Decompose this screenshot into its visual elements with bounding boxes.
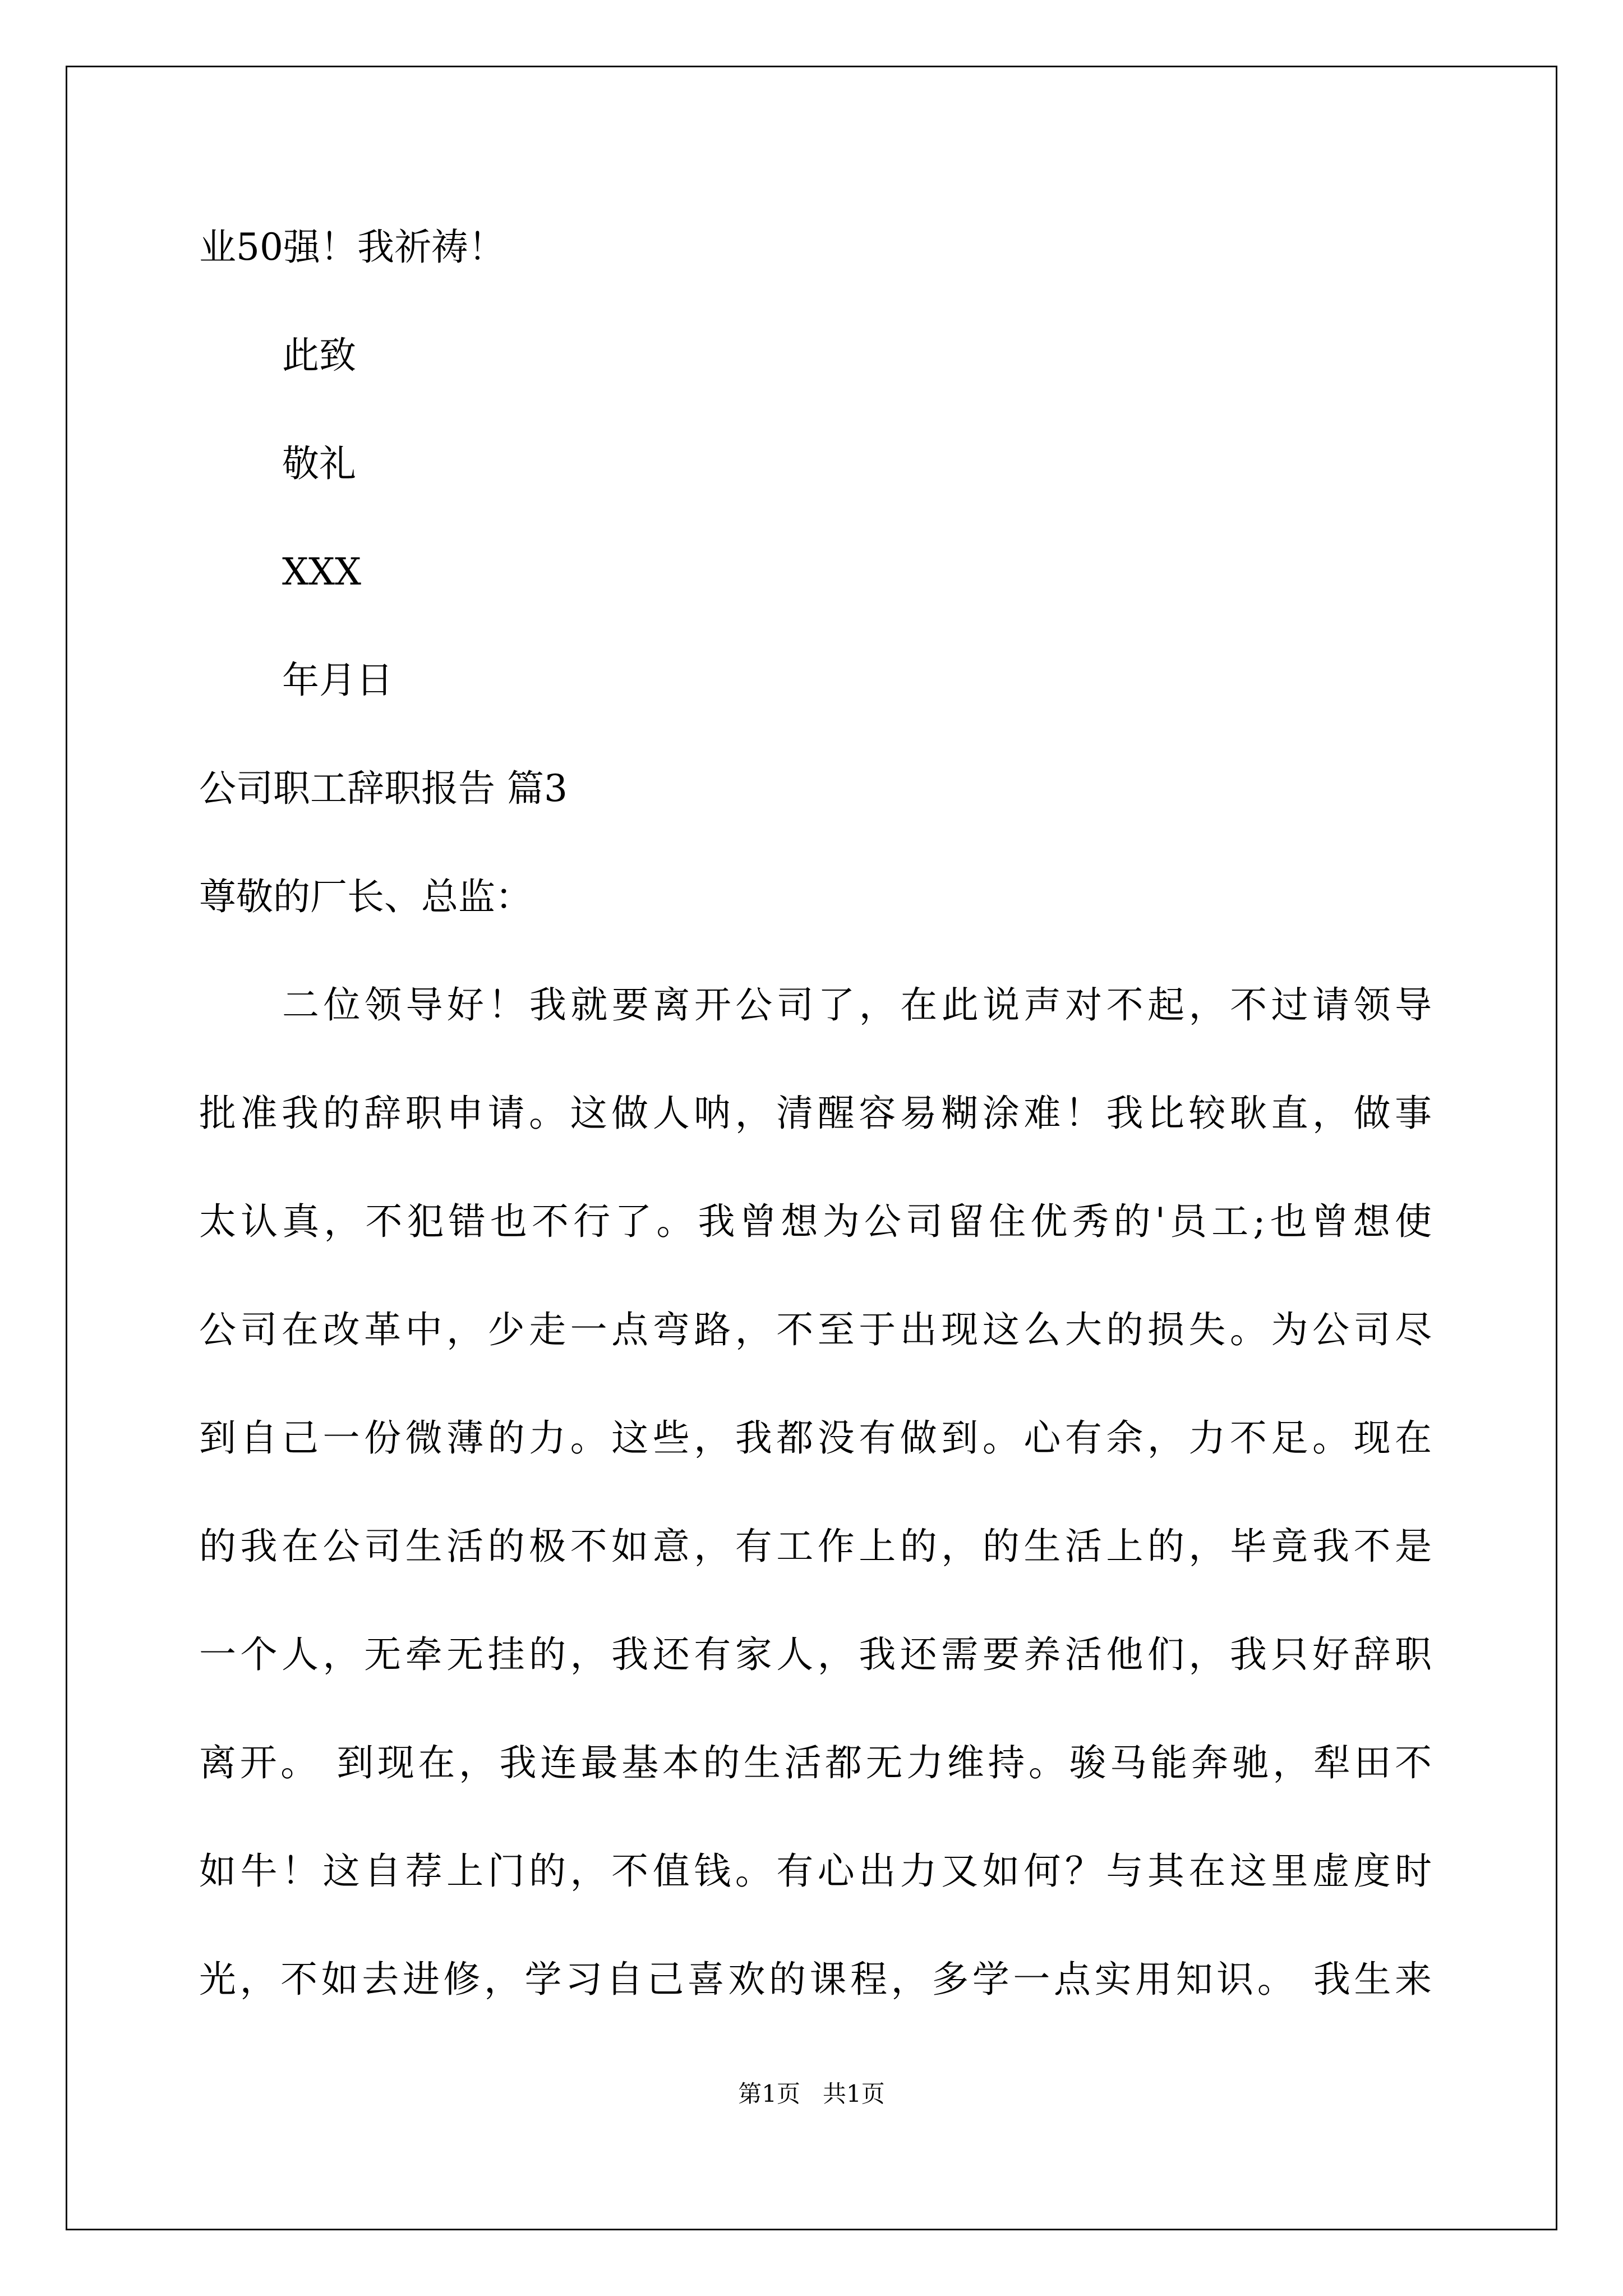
signature-date: 年月日 bbox=[282, 659, 393, 702]
body-line-6: 的我在公司生活的极不如意，有工作上的，的生活上的，毕竟我不是 bbox=[199, 1525, 1432, 1568]
body-line-2: 批准我的辞职申请。这做人呐，清醒容易糊涂难！我比较耿直，做事 bbox=[199, 1092, 1432, 1135]
salutation: 尊敬的厂长、总监： bbox=[199, 875, 532, 918]
signature-name: XXX bbox=[282, 550, 361, 593]
closing-line-2: 此致 bbox=[282, 334, 356, 377]
body-line-10: 光，不如去进修，学习自己喜欢的课程，多学一点实用知识。 我生来 bbox=[199, 1958, 1432, 2001]
body-line-1: 二位领导好！我就要离开公司了，在此说声对不起，不过请领导 bbox=[282, 983, 1432, 1027]
section-title: 公司职工辞职报告 篇3 bbox=[199, 767, 568, 810]
page-footer: 第1页 共1页 bbox=[738, 2080, 885, 2108]
page-border bbox=[66, 66, 1557, 2230]
body-line-7: 一个人，无牵无挂的，我还有家人，我还需要养活他们，我只好辞职 bbox=[199, 1633, 1432, 1676]
closing-line-1: 业50强！我祈祷！ bbox=[199, 226, 505, 269]
body-line-9: 如牛！这自荐上门的，不值钱。有心出力又如何？与其在这里虚度时 bbox=[199, 1849, 1432, 1893]
body-line-8: 离开。 到现在，我连最基本的生活都无力维持。骏马能奔驰，犁田不 bbox=[199, 1741, 1432, 1784]
closing-line-3: 敬礼 bbox=[282, 442, 356, 485]
body-line-5: 到自己一份微薄的力。这些，我都没有做到。心有余，力不足。现在 bbox=[199, 1416, 1432, 1460]
body-line-4: 公司在改革中，少走一点弯路，不至于出现这么大的损失。为公司尽 bbox=[199, 1308, 1432, 1351]
body-line-3: 太认真，不犯错也不行了。我曾想为公司留住优秀的'员工;也曾想使 bbox=[199, 1200, 1432, 1243]
